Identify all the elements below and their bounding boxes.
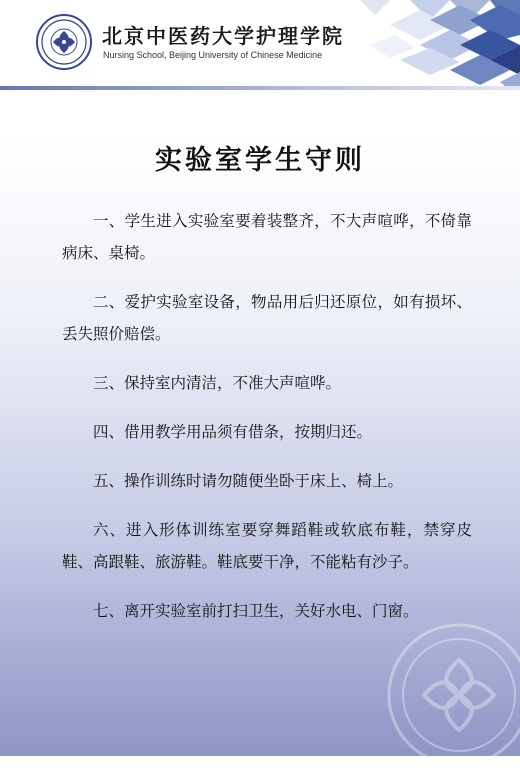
rule-item: 一、学生进入实验室要着装整齐，不大声喧哗，不倚靠病床、桌椅。: [62, 212, 472, 262]
rule-item: 七、离开实验室前打扫卫生，关好水电、门窗。: [93, 602, 419, 620]
header-diamond-decoration: [300, 0, 520, 90]
page-title: 实验室学生守则: [155, 145, 365, 176]
school-name-en: Nursing School, Beijing University of Chinese Medicine: [103, 50, 323, 60]
page-header: [0, 0, 520, 90]
university-seal-icon: [36, 14, 92, 70]
rule-item: 五、操作训练时请勿随便坐卧于床上、椅上。: [93, 472, 404, 490]
header-divider: [0, 86, 520, 90]
rule-item: 四、借用教学用品须有借条，按期归还。: [93, 423, 373, 441]
rule-item: 六、进入形体训练室要穿舞蹈鞋或软底布鞋，禁穿皮鞋、高跟鞋、旅游鞋。鞋底要干净，不能粘有沙子。: [62, 521, 472, 571]
university-seal-watermark-icon: [384, 620, 520, 770]
rule-item: 三、保持室内清洁，不准大声喧哗。: [93, 374, 342, 392]
school-name-cn: 北京中医药大学护理学院: [102, 24, 344, 48]
rule-item: 二、爱护实验室设备，物品用后归还原位，如有损坏、丢失照价赔偿。: [62, 293, 472, 343]
rules-list: [62, 205, 472, 644]
